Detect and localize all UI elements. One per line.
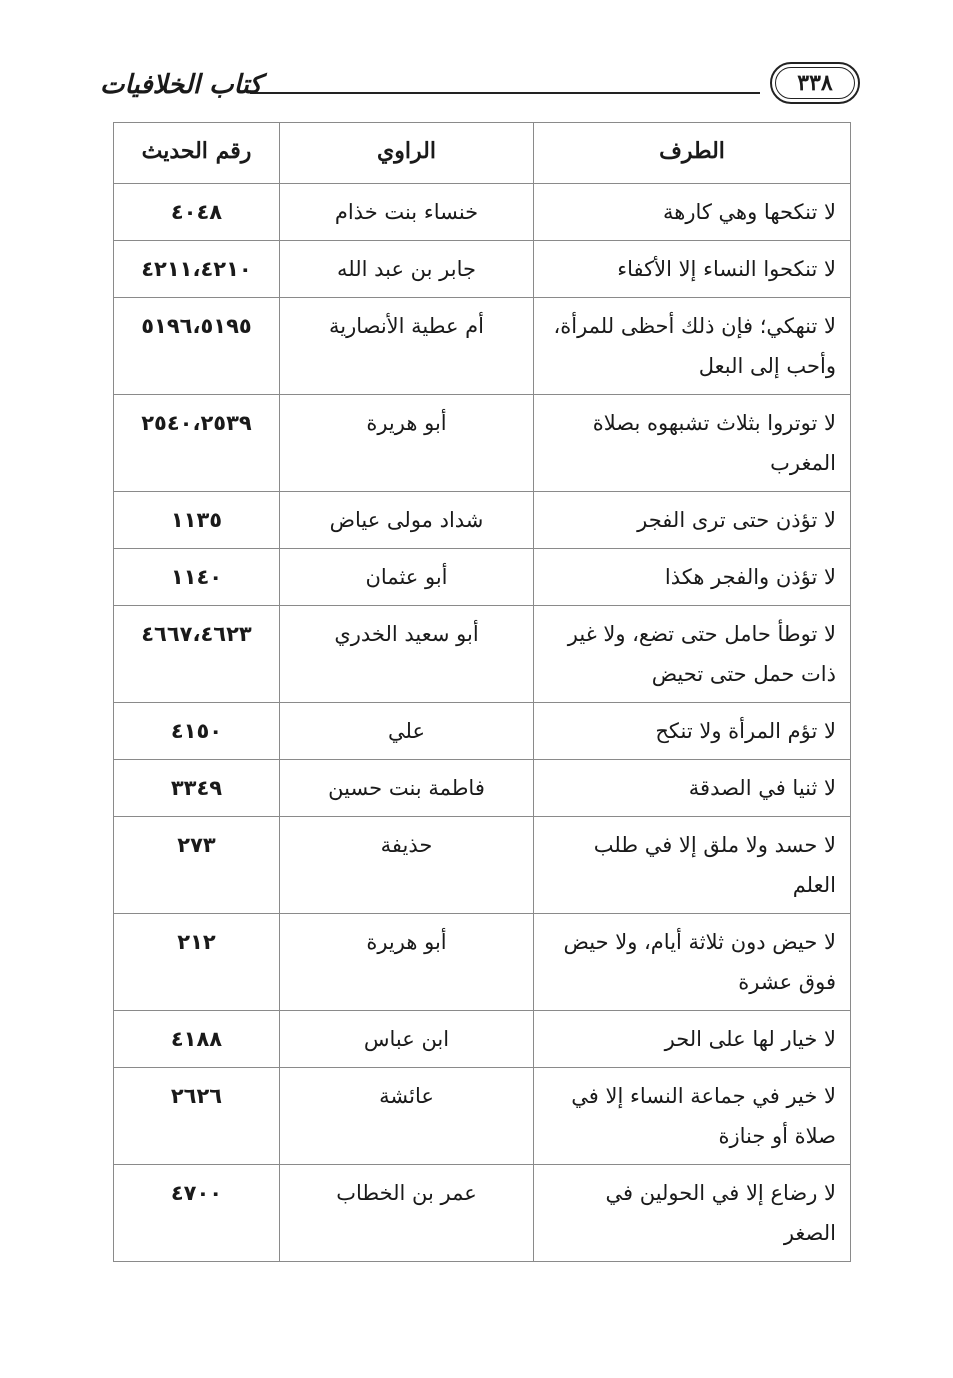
hadith-number-cell: ٤١٥٠ (114, 703, 280, 760)
hadith-number-cell: ٤٦٦٧،٤٦٢٣ (114, 606, 280, 703)
hadith-text-cell: لا تنكحها وهي كارهة (534, 184, 851, 241)
table-row (114, 1068, 851, 1165)
hadith-text-cell: لا حسد ولا ملق إلا في طلب العلم (534, 817, 851, 914)
table-row (114, 549, 851, 606)
hadith-number-cell: ٤٢١١،٤٢١٠ (114, 241, 280, 298)
narrator-cell: عمر بن الخطاب (280, 1165, 534, 1262)
narrator-cell: شداد مولى عياض (280, 492, 534, 549)
hadith-text-cell: لا خير في جماعة النساء إلا في صلاة أو جنازة (534, 1068, 851, 1165)
hadith-number-cell: ١١٣٥ (114, 492, 280, 549)
hadith-number-cell: ٤٧٠٠ (114, 1165, 280, 1262)
column-header-rawi: الراوي (280, 123, 534, 184)
hadith-text-cell: لا خيار لها على الحر (534, 1011, 851, 1068)
narrator-cell: أبو سعيد الخدري (280, 606, 534, 703)
table-row (114, 760, 851, 817)
hadith-number-cell: ٢١٢ (114, 914, 280, 1011)
hadith-text-cell: لا رضاع إلا في الحولين في الصغر (534, 1165, 851, 1262)
hadith-text-cell: لا توتروا بثلاث تشبهوه بصلاة المغرب (534, 395, 851, 492)
hadith-number-cell: ١١٤٠ (114, 549, 280, 606)
page-header (100, 62, 860, 118)
hadith-number-cell: ٣٣٤٩ (114, 760, 280, 817)
hadith-index-table (113, 122, 851, 1262)
narrator-cell: علي (280, 703, 534, 760)
narrator-cell: جابر بن عبد الله (280, 241, 534, 298)
hadith-number-cell: ٥١٩٦،٥١٩٥ (114, 298, 280, 395)
hadith-number-cell: ٢٧٣ (114, 817, 280, 914)
page-number: ٣٣٨ (770, 62, 860, 104)
table-header-row (114, 123, 851, 184)
table-row (114, 298, 851, 395)
table-row (114, 492, 851, 549)
hadith-text-cell: لا تنكحوا النساء إلا الأكفاء (534, 241, 851, 298)
hadith-text-cell: لا توطأ حامل حتى تضع، ولا غير ذات حمل حتى تحيض (534, 606, 851, 703)
table-row (114, 184, 851, 241)
hadith-number-cell: ٤١٨٨ (114, 1011, 280, 1068)
hadith-number-cell: ٢٦٢٦ (114, 1068, 280, 1165)
column-header-tarf: الطرف (534, 123, 851, 184)
column-header-number: رقم الحديث (114, 123, 280, 184)
table-row (114, 1165, 851, 1262)
hadith-text-cell: لا تؤم المرأة ولا تنكح (534, 703, 851, 760)
narrator-cell: أبو هريرة (280, 395, 534, 492)
table-row (114, 914, 851, 1011)
hadith-text-cell: لا تؤذن حتى ترى الفجر (534, 492, 851, 549)
narrator-cell: حذيفة (280, 817, 534, 914)
narrator-cell: عائشة (280, 1068, 534, 1165)
narrator-cell: خنساء بنت خذام (280, 184, 534, 241)
table-row (114, 395, 851, 492)
hadith-text-cell: لا حيض دون ثلاثة أيام، ولا حيض فوق عشرة (534, 914, 851, 1011)
narrator-cell: أبو عثمان (280, 549, 534, 606)
hadith-text-cell: لا تنهكي؛ فإن ذلك أحظى للمرأة، وأحب إلى البعل (534, 298, 851, 395)
table-row (114, 703, 851, 760)
table-row (114, 1011, 851, 1068)
table-row (114, 606, 851, 703)
narrator-cell: ابن عباس (280, 1011, 534, 1068)
hadith-text-cell: لا تؤذن والفجر هكذا (534, 549, 851, 606)
table-row (114, 817, 851, 914)
hadith-number-cell: ٤٠٤٨ (114, 184, 280, 241)
table-row (114, 241, 851, 298)
narrator-cell: أم عطية الأنصارية (280, 298, 534, 395)
narrator-cell: فاطمة بنت حسين (280, 760, 534, 817)
hadith-number-cell: ٢٥٤٠،٢٥٣٩ (114, 395, 280, 492)
book-title: كتاب الخلافيات (100, 70, 262, 100)
narrator-cell: أبو هريرة (280, 914, 534, 1011)
hadith-text-cell: لا ثنيا في الصدقة (534, 760, 851, 817)
header-rule (250, 92, 760, 94)
